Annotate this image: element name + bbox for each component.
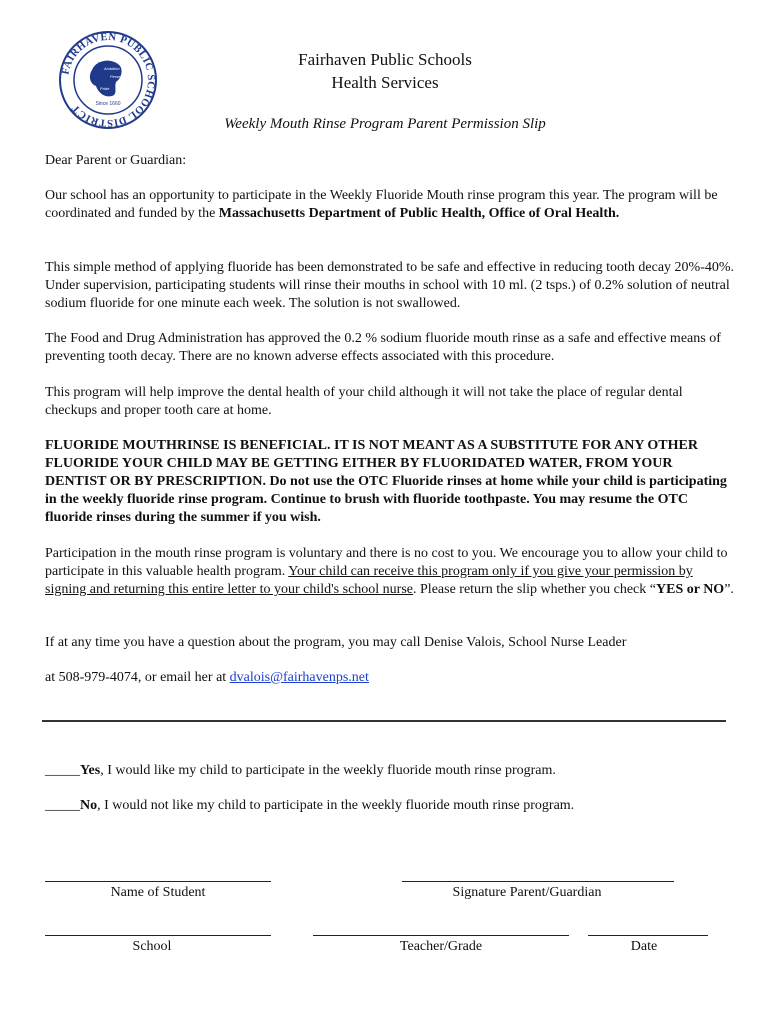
student-name-label: Name of Student bbox=[110, 885, 206, 900]
paragraph-participation bbox=[45, 545, 735, 599]
yes-blank[interactable]: _____ bbox=[45, 763, 80, 778]
paragraph-contact: If at any time you have a question about the program, you may call Denise Valois, School Nurse Leader bbox=[45, 635, 627, 650]
funding-agency: Massachusetts Department of Public Health, Office of Oral Health. bbox=[218, 206, 620, 221]
parent-signature-label: Signature Parent/Guardian bbox=[452, 885, 602, 900]
section-divider bbox=[42, 720, 726, 722]
date-label: Date bbox=[630, 939, 658, 954]
teacher-grade-line[interactable] bbox=[313, 935, 569, 936]
school-line[interactable] bbox=[45, 935, 271, 936]
district-name: Fairhaven Public Schools bbox=[298, 50, 472, 69]
yes-label: Yes bbox=[80, 763, 101, 778]
permission-requirement: Your child can receive this program only if you give your permission by signing and returning this entire letter to your child's school nurse bbox=[45, 564, 693, 597]
option-yes bbox=[45, 762, 735, 780]
paragraph-dental-health: This program will help improve the dental health of your child although it will not take the place of regular dental checkups and proper tooth care at home. bbox=[45, 385, 683, 418]
no-blank[interactable]: _____ bbox=[45, 798, 80, 813]
greeting: Dear Parent or Guardian: bbox=[45, 153, 187, 168]
document-title: Weekly Mouth Rinse Program Parent Permission Slip bbox=[224, 116, 546, 132]
seal-motto-1: Integrity bbox=[98, 60, 113, 65]
yes-text: , I would like my child to participate in the weekly fluoride mouth rinse program. bbox=[100, 763, 556, 778]
seal-motto-3: Perseverance bbox=[110, 74, 135, 79]
email-link[interactable]: dvalois@fairhavenps.net bbox=[229, 670, 369, 685]
seal-motto-4: Pride bbox=[100, 86, 110, 91]
paragraph-method: This simple method of applying fluoride has been demonstrated to be safe and effective in reducing tooth decay 20%-40%. Under supervision, participating students will rinse their mouths in school with 10 ml. (2 tsps.) of 0.2% solution of neutral sodium fluoride for one minute each week. The solution is not swallowed. bbox=[45, 260, 735, 311]
paragraph-warning: FLUORIDE MOUTHRINSE IS BENEFICIAL. IT IS NOT MEANT AS A SUBSTITUTE FOR ANY OTHER FLUORIDE YOUR CHILD MAY BE GETTING EITHER BY FLUORIDATED WATER, FROM YOUR DENTIST OR BY PRESCRIPTION. Do not use the OTC Fluoride rinses at home while your child is participating in the weekly fluoride rinse program. Continue to brush with fluoride toothpaste. You may resume the OTC fluoride rinses during the summer if you wish. bbox=[45, 438, 727, 525]
seal-ring-text: FAIRHAVEN PUBLIC SCHOOL DISTRICT bbox=[60, 31, 157, 129]
closing-quote: ”. bbox=[724, 582, 734, 597]
program-intro-text: Our school has an opportunity to participate in the Weekly Fluoride Mouth rinse program this year. The program will be coordinated and funded by the bbox=[45, 188, 718, 221]
yes-or-no-emphasis: YES or NO bbox=[656, 582, 725, 597]
no-text: , I would not like my child to participate in the weekly fluoride mouth rinse program. bbox=[97, 798, 575, 813]
no-label: No bbox=[80, 798, 98, 813]
paragraph-fda: The Food and Drug Administration has approved the 0.2 % sodium fluoride mouth rinse as a safe and effective means of preventing tooth decay. There are no known adverse effects associated with this procedure. bbox=[45, 331, 721, 364]
department-name: Health Services bbox=[331, 73, 439, 92]
school-label: School bbox=[132, 939, 172, 954]
option-no bbox=[45, 797, 735, 815]
parent-signature-line[interactable] bbox=[402, 881, 674, 882]
teacher-grade-label: Teacher/Grade bbox=[399, 939, 483, 954]
phone-text: at 508-979-4074, or email her at bbox=[45, 670, 230, 685]
seal-motto-2: Ambition bbox=[104, 66, 120, 71]
paragraph-program-intro bbox=[45, 187, 735, 223]
seal-since: Since 1660 bbox=[95, 101, 121, 107]
date-line[interactable] bbox=[588, 935, 708, 936]
paragraph-contact-details bbox=[45, 669, 735, 687]
participation-text: Participation in the mouth rinse program is voluntary and there is no cost to you. We encourage you to allow your child to participate in this valuable health program. bbox=[45, 546, 728, 579]
return-instruction: . Please return the slip whether you check “ bbox=[413, 582, 656, 597]
student-name-line[interactable] bbox=[45, 881, 271, 882]
